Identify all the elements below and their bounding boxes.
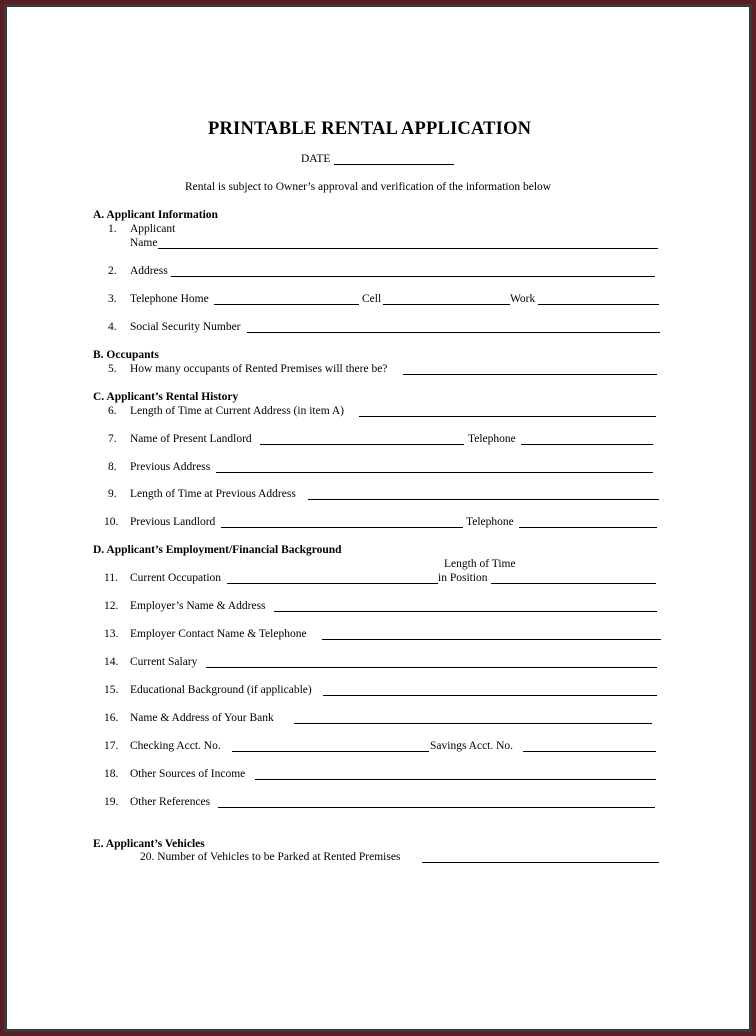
item-12-number: 12. <box>104 600 119 612</box>
other-references-field[interactable] <box>218 807 655 808</box>
item-20-label: 20. Number of Vehicles to be Parked at Rented Premises <box>140 851 401 863</box>
item-4-label: Social Security Number <box>130 321 241 333</box>
current-occupation-field[interactable] <box>227 583 438 584</box>
item-10-telephone-label: Telephone <box>466 516 514 528</box>
ssn-field[interactable] <box>247 332 660 333</box>
item-12-label: Employer’s Name & Address <box>130 600 266 612</box>
date-field[interactable] <box>334 164 454 165</box>
cell-field[interactable] <box>383 304 510 305</box>
item-14-label: Current Salary <box>130 656 198 668</box>
item-11-number: 11. <box>104 572 118 584</box>
item-10-number: 10. <box>104 516 119 528</box>
item-14-number: 14. <box>104 656 119 668</box>
time-current-address-field[interactable] <box>359 416 656 417</box>
item-7-number: 7. <box>108 433 117 445</box>
vehicles-field[interactable] <box>422 862 659 863</box>
item-19-number: 19. <box>104 796 119 808</box>
item-10-label: Previous Landlord <box>130 516 216 528</box>
savings-acct-label: Savings Acct. No. <box>430 740 514 752</box>
item-7-label: Name of Present Landlord <box>130 433 252 445</box>
item-8-label: Previous Address <box>130 461 211 473</box>
form-page <box>7 7 749 1029</box>
previous-landlord-field[interactable] <box>221 527 463 528</box>
item-1-label-line2: Name <box>130 237 158 249</box>
employer-contact-field[interactable] <box>322 639 661 640</box>
item-19-label: Other References <box>130 796 211 808</box>
item-13-label: Employer Contact Name & Telephone <box>130 628 307 640</box>
section-b-heading: B. Occupants <box>93 349 159 361</box>
item-5-label: How many occupants of Rented Premises will there be? <box>130 363 388 375</box>
time-previous-address-field[interactable] <box>308 499 659 500</box>
section-d-heading: D. Applicant’s Employment/Financial Background <box>93 544 342 556</box>
present-landlord-field[interactable] <box>260 444 464 445</box>
item-4-number: 4. <box>108 321 117 333</box>
item-16-label: Name & Address of Your Bank <box>130 712 274 724</box>
cell-label: Cell <box>362 293 382 305</box>
item-11-label: Current Occupation <box>130 572 222 584</box>
section-c-heading: C. Applicant’s Rental History <box>93 391 239 403</box>
item-9-label: Length of Time at Previous Address <box>130 488 296 500</box>
savings-acct-field[interactable] <box>523 751 656 752</box>
occupants-field[interactable] <box>403 374 657 375</box>
section-a-heading: A. Applicant Information <box>93 209 218 221</box>
item-16-number: 16. <box>104 712 119 724</box>
telephone-home-field[interactable] <box>214 304 359 305</box>
checking-acct-field[interactable] <box>232 751 429 752</box>
previous-address-field[interactable] <box>216 472 653 473</box>
address-field[interactable] <box>171 276 655 277</box>
item-1-label-line1: Applicant <box>130 223 176 235</box>
item-18-label: Other Sources of Income <box>130 768 246 780</box>
item-9-number: 9. <box>108 488 117 500</box>
item-15-label: Educational Background (if applicable) <box>130 684 312 696</box>
item-2-label: Address <box>130 265 168 277</box>
work-label: Work <box>510 293 536 305</box>
item-2-number: 2. <box>108 265 117 277</box>
item-6-label: Length of Time at Current Address (in item A) <box>130 405 345 417</box>
employer-name-address-field[interactable] <box>274 611 657 612</box>
subtitle: Rental is subject to Owner’s approval and verification of the information below <box>185 181 552 193</box>
item-5-number: 5. <box>108 363 117 375</box>
item-1-number: 1. <box>108 223 117 235</box>
in-position-label: in Position <box>438 572 488 584</box>
present-landlord-telephone-field[interactable] <box>521 444 653 445</box>
section-e-heading: E. Applicant’s Vehicles <box>93 838 205 850</box>
work-field[interactable] <box>538 304 659 305</box>
length-of-time-label: Length of Time <box>444 558 516 570</box>
time-in-position-field[interactable] <box>491 583 656 584</box>
item-15-number: 15. <box>104 684 119 696</box>
education-field[interactable] <box>323 695 657 696</box>
item-3-label: Telephone Home <box>130 293 209 305</box>
current-salary-field[interactable] <box>206 667 657 668</box>
bank-field[interactable] <box>294 723 652 724</box>
item-3-number: 3. <box>108 293 117 305</box>
other-income-field[interactable] <box>255 779 656 780</box>
previous-landlord-telephone-field[interactable] <box>519 527 657 528</box>
item-6-number: 6. <box>108 405 117 417</box>
date-label: DATE <box>301 153 331 165</box>
item-17-label: Checking Acct. No. <box>130 740 221 752</box>
item-7-telephone-label: Telephone <box>468 433 516 445</box>
item-17-number: 17. <box>104 740 119 752</box>
item-8-number: 8. <box>108 461 117 473</box>
form-title: PRINTABLE RENTAL APPLICATION <box>208 119 532 139</box>
item-18-number: 18. <box>104 768 119 780</box>
applicant-name-field[interactable] <box>158 248 658 249</box>
item-13-number: 13. <box>104 628 119 640</box>
